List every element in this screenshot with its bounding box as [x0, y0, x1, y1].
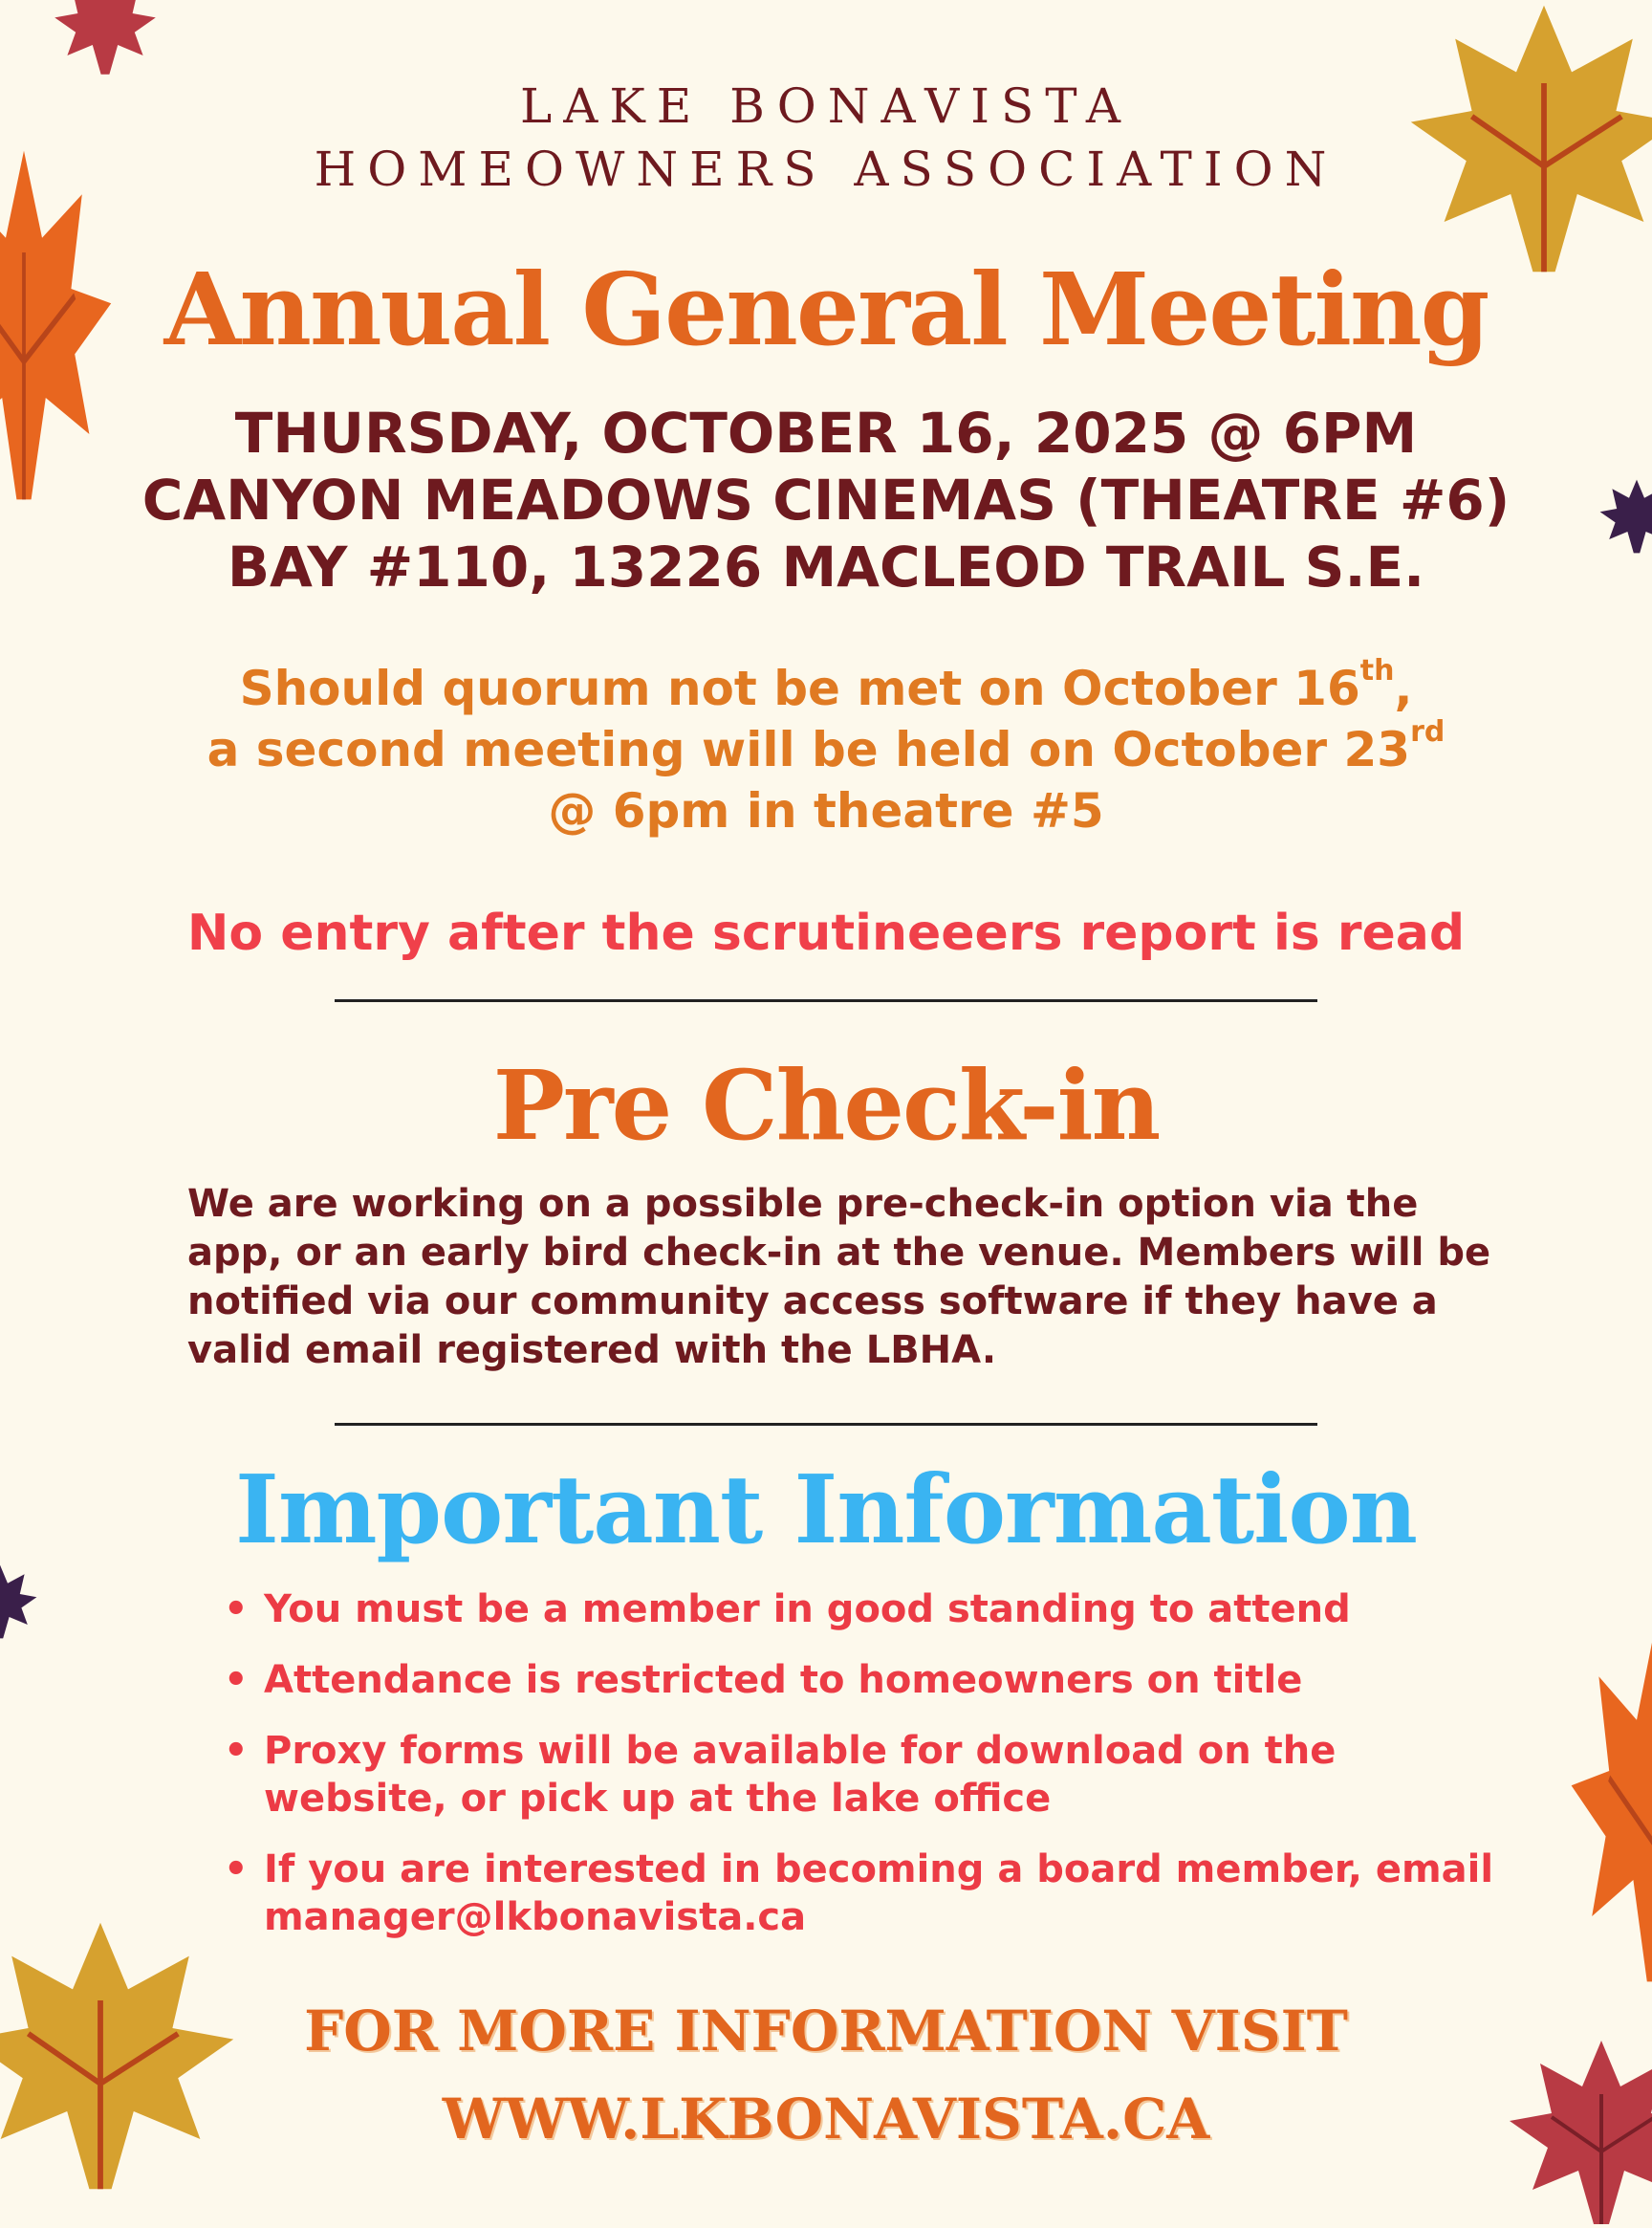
meeting-details	[0, 400, 1652, 601]
divider	[335, 999, 1317, 1002]
meeting-date: THURSDAY, OCTOBER 16, 2025 @ 6PM	[234, 401, 1418, 466]
list-item: • You must be a member in good standing to attend	[224, 1587, 1351, 1631]
quorum-line3: @ 6pm in theatre #5	[548, 783, 1104, 839]
quorum-notice	[0, 654, 1652, 841]
bullet-icon: •	[224, 1729, 249, 1773]
important-list	[224, 1585, 1505, 1964]
page-title: Annual General Meeting	[163, 251, 1489, 368]
organization-line2: HOMEOWNERS ASSOCIATION	[314, 142, 1338, 197]
no-entry-notice: No entry after the scrutineeers report is read	[186, 905, 1466, 962]
bullet-icon: •	[224, 1847, 249, 1891]
meeting-address: BAY #110, 13226 MACLEOD TRAIL S.E.	[227, 535, 1425, 600]
footer	[0, 1987, 1652, 2163]
organization-line1: LAKE BONAVISTA	[520, 78, 1132, 134]
organization-name	[0, 75, 1652, 201]
maple-leaf-icon	[1568, 1626, 1652, 1989]
important-heading: Important Information	[234, 1455, 1417, 1565]
meeting-venue: CANYON MEADOWS CINEMAS (THEATRE #6)	[141, 468, 1511, 533]
quorum-line2: a second meeting will be held on October 23rd	[206, 715, 1446, 777]
pre-checkin-body: We are working on a possible pre-check-in option via the app, or an early bird check-in at the venue. Members will be notified via our community access software if they have a valid email registered with the LBHA.	[187, 1182, 1491, 1372]
list-item: • Proxy forms will be available for download on the website, or pick up at the lake office	[224, 1729, 1337, 1821]
list-item: • Attendance is restricted to homeowners on title	[224, 1658, 1303, 1702]
footer-line1: FOR MORE INFORMATION VISIT	[304, 1999, 1348, 2064]
divider	[335, 1423, 1317, 1426]
website-link[interactable]: WWW.LKBONAVISTA.CA	[442, 2086, 1210, 2152]
bullet-icon: •	[224, 1587, 249, 1631]
bullet-icon: •	[224, 1658, 249, 1702]
quorum-line1: Should quorum not be met on October 16th,	[239, 654, 1413, 716]
pre-checkin-heading: Pre Check-in	[492, 1049, 1160, 1162]
maple-leaf-icon	[19, 0, 191, 76]
list-item: • If you are interested in becoming a board member, email manager@lkbonavista.ca	[224, 1847, 1494, 1939]
